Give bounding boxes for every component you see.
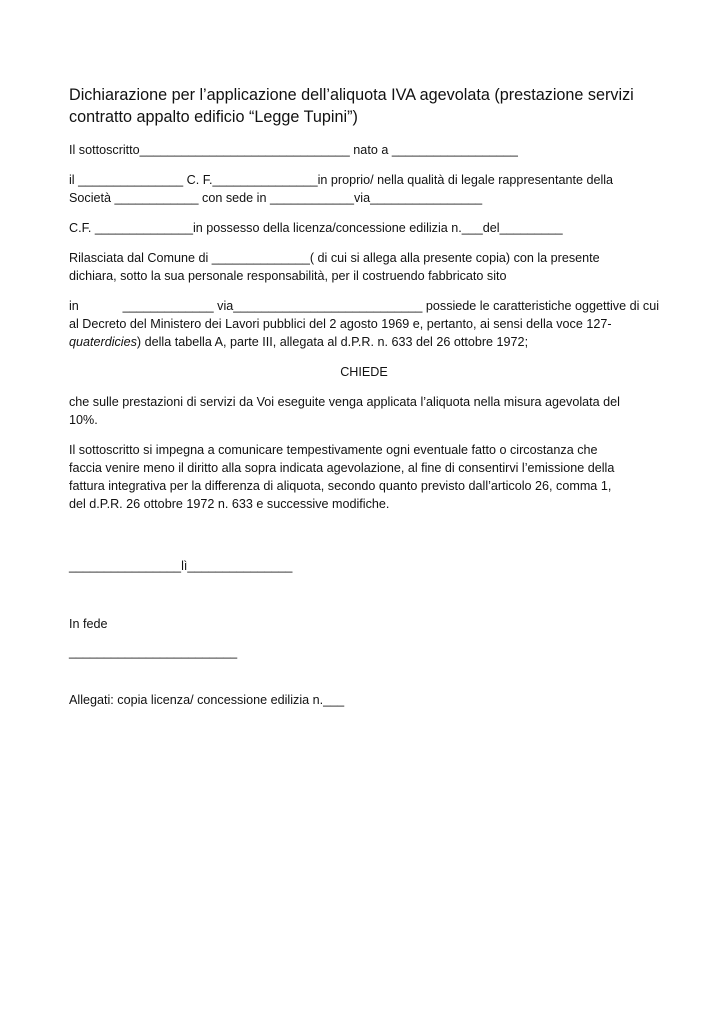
commitment-paragraph (69, 441, 659, 513)
text-line: C.F. ______________in possesso della licenza/concessione edilizia n.___del_________ (69, 221, 563, 235)
declarant-paragraph (69, 141, 659, 159)
building-paragraph (69, 297, 659, 351)
text-fragment: _____________ via___________________________ possiede le caratteristiche oggettive di cui (122, 299, 659, 313)
text-line (69, 297, 659, 315)
text-line: Il sottoscritto______________________________ nato a __________________ (69, 143, 518, 157)
license-paragraph (69, 219, 659, 237)
title-line: contratto appalto edificio “Legge Tupini”) (69, 108, 358, 126)
attachments-note: Allegati: copia licenza/ concessione edilizia n.___ (69, 693, 345, 707)
text-line: che sulle prestazioni di servizi da Voi eseguite venga applicata l’aliquota nella misura agevolata del (69, 395, 620, 409)
text-line: 10%. (69, 413, 98, 427)
title-line: Dichiarazione per l’applicazione dell’aliquota IVA agevolata (prestazione servizi (69, 86, 634, 104)
document-page (69, 84, 659, 721)
text-line: al Decreto del Ministero dei Lavori pubblici del 2 agosto 1969 e, pertanto, ai sensi della voce 127- (69, 317, 612, 331)
text-line: il _______________ C. F._______________in proprio/ nella qualità di legale rappresentante della (69, 173, 614, 187)
text-line: fattura integrativa per la differenza di aliquota, secondo quanto previsto dall’articolo 26, comma 1, (69, 479, 612, 493)
identity-paragraph (69, 171, 659, 207)
municipality-paragraph (69, 249, 659, 285)
text-line: Rilasciata dal Comune di ______________( di cui si allega alla presente copia) con la presente (69, 251, 600, 265)
text-line: Il sottoscritto si impegna a comunicare tempestivamente ogni eventuale fatto o circostanza che (69, 443, 598, 457)
chiede-heading: CHIEDE (340, 365, 388, 379)
text-line: del d.P.R. 26 ottobre 1972 n. 633 e successive modifiche. (69, 497, 390, 511)
text-fragment: ) della tabella A, parte III, allegata al d.P.R. n. 633 del 26 ottobre 1972; (136, 335, 529, 349)
place-date-line: ________________lì_______________ (69, 559, 293, 573)
text-fragment: in (69, 299, 79, 313)
text-line: faccia venire meno il diritto alla sopra indicata agevolazione, al fine di consentirvi l’emissione della (69, 461, 615, 475)
signature-line: ________________________ (69, 645, 238, 659)
text-line: dichiara, sotto la sua personale responsabilità, per il costruendo fabbricato sito (69, 269, 507, 283)
in-fede-label: In fede (69, 617, 108, 631)
request-paragraph (69, 393, 659, 429)
text-line (69, 333, 659, 351)
text-line: Società ____________ con sede in ____________via________________ (69, 191, 483, 205)
document-title (69, 84, 659, 128)
italic-term: quaterdicies (69, 335, 137, 349)
